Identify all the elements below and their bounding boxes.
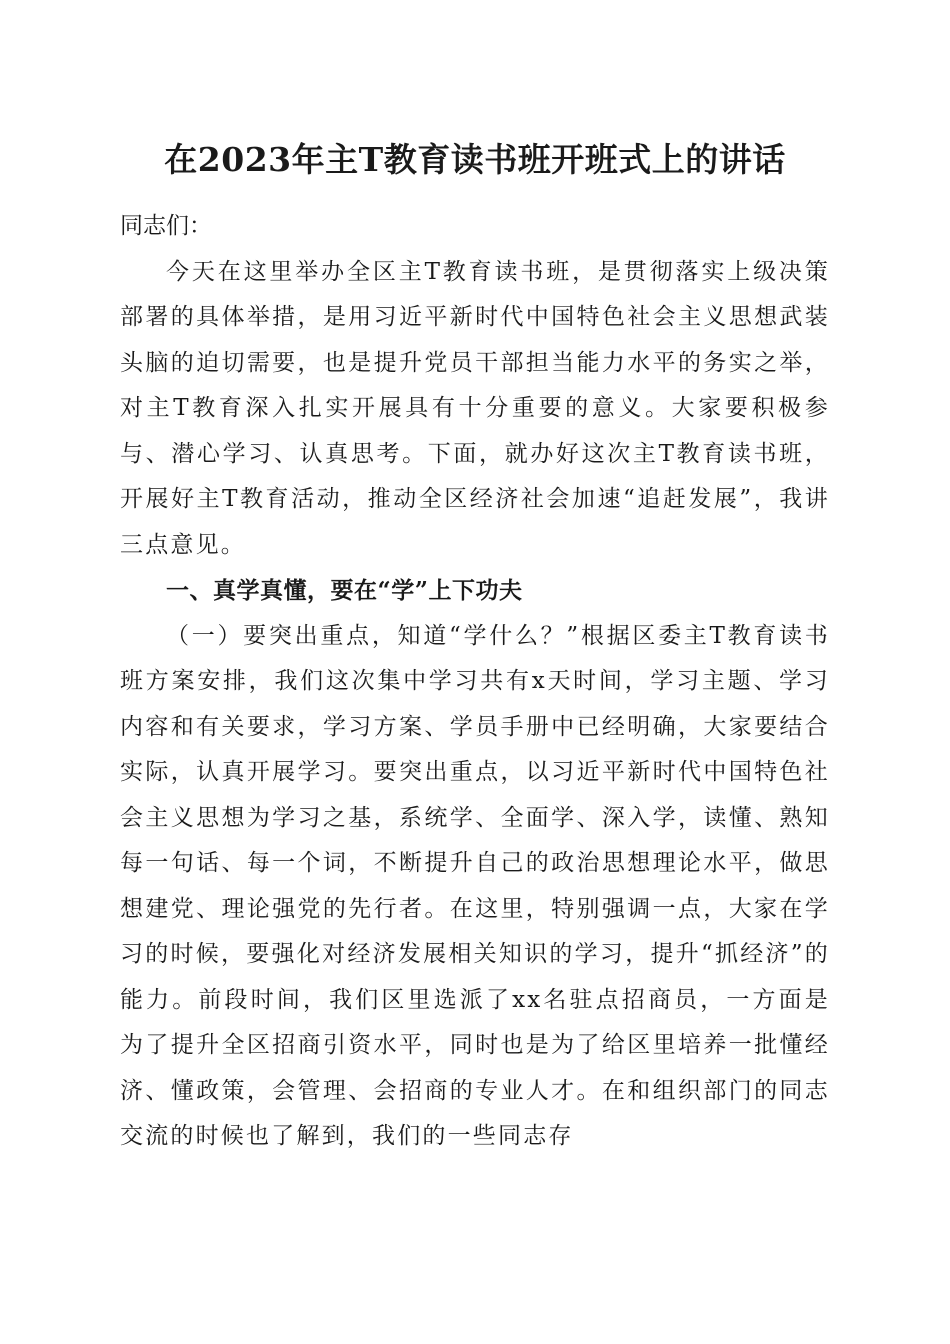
- intro-paragraph: 今天在这里举办全区主T教育读书班，是贯彻落实上级决策部署的具体举措，是用习近平新时代中国特色社会主义思想武装头脑的迫切需要，也是提升党员干部担当能力水平的务实之举，对主T教育深入扎实开展具有十分重要的意义。大家要积极参与、潜心学习、认真思考。下面，就办好这次主T教育读书班，开展好主T教育活动，推动全区经济社会加速“追赶发展”，我讲三点意见。: [120, 258, 830, 558]
- document-title: 在2023年主T教育读书班开班式上的讲话: [164, 140, 786, 179]
- salutation: 同志们：: [120, 213, 212, 239]
- document-body: [120, 204, 830, 1160]
- section-1-paragraph-1: （一）要突出重点，知道“学什么？”根据区委主T教育读书班方案安排，我们这次集中学习共有x天时间，学习主题、学习内容和有关要求，学习方案、学员手册中已经明确，大家要结合实际，认真开展学习。要突出重点，以习近平新时代中国特色社会主义思想为学习之基，系统学、全面学、深入学，读懂、熟知每一句话、每一个词，不断提升自己的政治思想理论水平，做思想建党、理论强党的先行者。在这里，特别强调一点，大家在学习的时候，要强化对经济发展相关知识的学习，提升“抓经济”的能力。前段时间，我们区里选派了xx名驻点招商员，一方面是为了提升全区招商引资水平，同时也是为了给区里培养一批懂经济、懂政策，会管理、会招商的专业人才。在和组织部门的同志交流的时候也了解到，我们的一些同志存: [120, 622, 830, 1149]
- section-1-heading: 一、真学真懂，要在“学”上下功夫: [166, 577, 523, 604]
